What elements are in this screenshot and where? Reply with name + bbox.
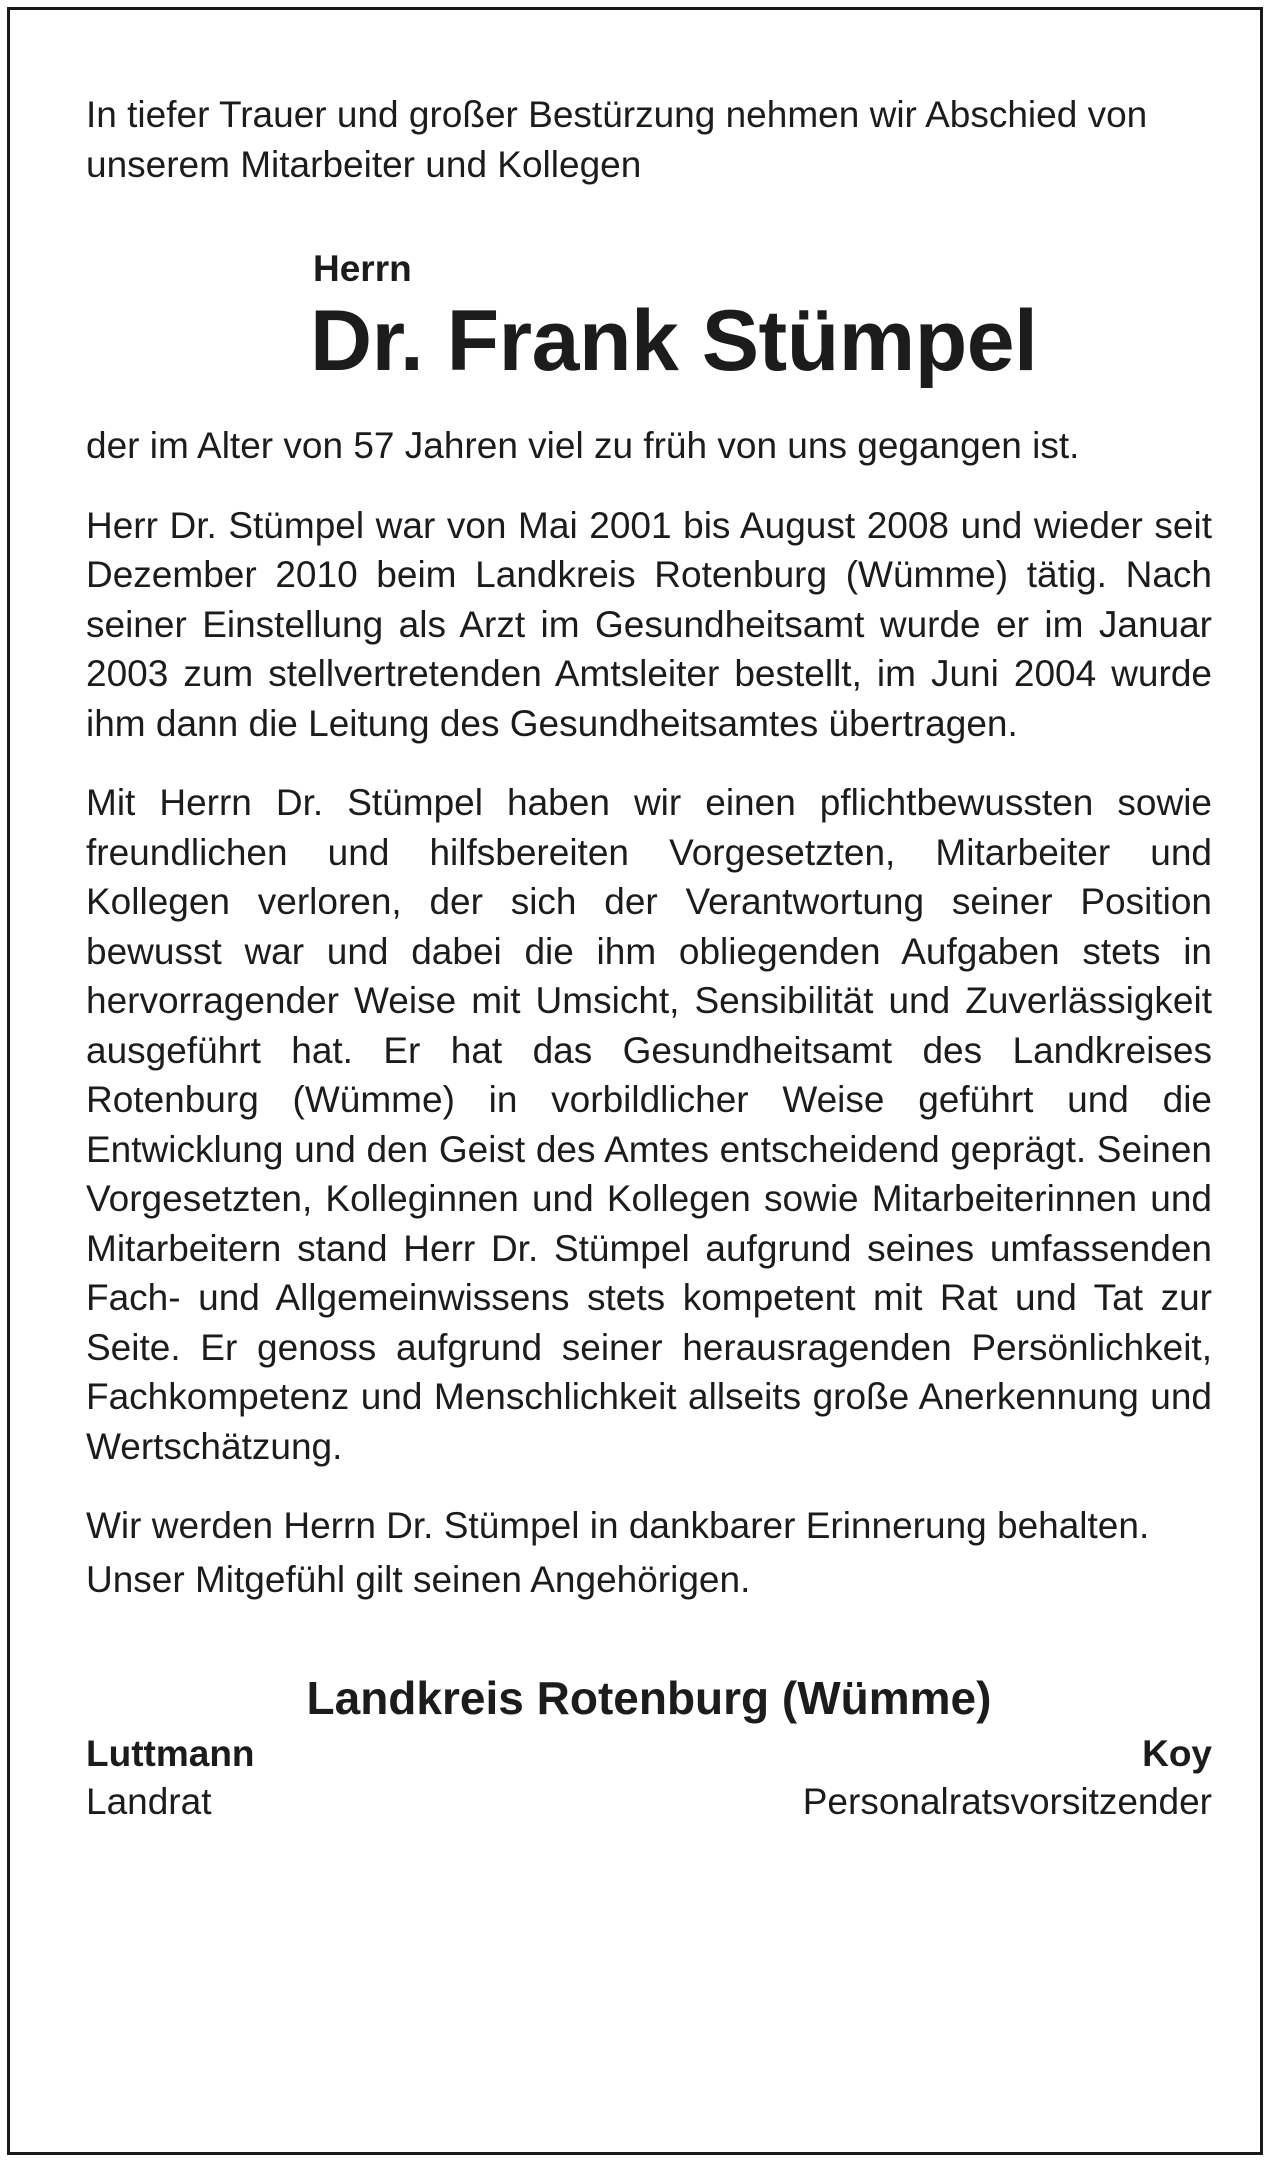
age-paragraph: der im Alter von 57 Jahren viel zu früh von uns gegangen ist. [86, 425, 1080, 466]
signatory-right [803, 1730, 1212, 1826]
organization-name: Landkreis Rotenburg (Wümme) [306, 1672, 992, 1724]
notice-content [86, 90, 1212, 1826]
signatory-right-name: Koy [1142, 1733, 1212, 1774]
signatory-left [86, 1730, 255, 1826]
signatory-right-role: Personalratsvorsitzender [802, 1781, 1212, 1822]
signatory-left-name: Luttmann [86, 1733, 255, 1774]
signatory-left-role: Landrat [86, 1781, 212, 1822]
notice-frame [7, 7, 1263, 2155]
signatures [86, 1730, 1212, 1826]
deceased-name: Dr. Frank Stümpel [310, 293, 1038, 389]
sympathy-paragraph: Unser Mitgefühl gilt seinen Angehörigen. [86, 1558, 751, 1600]
salutation: Herrn [313, 248, 412, 289]
career-paragraph: Herr Dr. Stümpel war von Mai 2001 bis August 2008 und wieder seit Dezember 2010 beim Landkreis Rotenburg (Wümme) tätig. Nach seiner Einstellung als Arzt im Gesundheitsamt wurde er im Januar 2003 zum stellvertretenden Amtsleiter bestellt, im Juni 2004 wurde ihm dann die Leitung des Gesundheitsamtes übertragen. [86, 504, 1212, 744]
tribute-paragraph: Mit Herrn Dr. Stümpel haben wir einen pflichtbewussten sowie freundlichen und hilfsbereiten Vorgesetzten, Mitarbeiter und Kollegen verloren, der sich der Verantwortung seiner Position bewusst war und dabei die ihm obliegenden Aufgaben stets in hervorragender Weise mit Umsicht, Sensibilität und Zuverlässigkeit ausgeführt hat. Er hat das Gesundheitsamt des Landkreises Rotenburg (Wümme) in vorbildlicher Weise geführt und die Entwicklung und den Geist des Amtes entscheidend geprägt. Seinen Vorgesetzten, Kolleginnen und Kollegen sowie Mitarbeiterinnen und Mitarbeitern stand Herr Dr. Stümpel aufgrund seines umfassenden Fach- und Allgemeinwissens stets kompetent mit Rat und Tat zur Seite. Er genoss aufgrund seiner herausragenden Persönlichkeit, Fachkompetenz und Menschlichkeit allseits große Anerkennung und Wertschätzung. [86, 782, 1212, 1467]
intro-text: In tiefer Trauer und großer Bestürzung nehmen wir Abschied von unserem Mitarbeiter und Kollegen [86, 94, 1148, 185]
memory-paragraph: Wir werden Herrn Dr. Stümpel in dankbarer Erinnerung behalten. [86, 1505, 1150, 1546]
